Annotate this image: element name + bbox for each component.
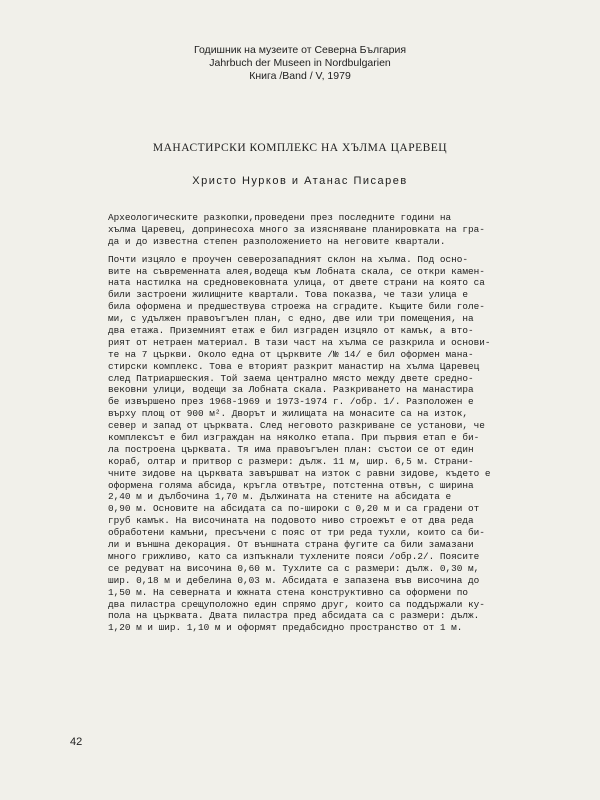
text-line: била оформена и предшествува строежа на сградите. Къщите били голе-	[108, 301, 485, 313]
text-line: Почти изцяло е проучен северозападният склон на хълма. Под осно-	[108, 253, 469, 265]
journal-title-bg: Годишник на музеите от Северна България	[193, 44, 407, 56]
text-line: бе извършено през 1968-1969 и 1973-1974 г. /обр. 1/. Разположен е	[108, 396, 474, 408]
text-line: кораб, олтар и притвор с размери: дълж. 11 м, шир. 6,5 м. Страни-	[108, 455, 474, 467]
article-title: МАНАСТИРСКИ КОМПЛЕКС НА ХЪЛМА ЦАРЕВЕЦ	[152, 142, 448, 154]
text-line: ната настилка на средновековната улица, от двете страни на която са	[108, 277, 485, 289]
text-line: да и до известна степен разположението на неговите квартали.	[108, 235, 446, 247]
text-line: били застроени жилищните квартали. Това показва, че тази улица е	[108, 289, 469, 301]
text-line: те на 7 църкви. Около една от църквите /№ 14/ е бил оформен мана-	[108, 348, 474, 360]
text-line: комплексът е бил изграждан на няколко етапа. При първия етап е би-	[108, 432, 480, 444]
text-line: шир. 0,18 м и дебелина 0,03 м. Абсидата е запазена във височина до	[108, 574, 480, 586]
text-line: 1,20 м и шир. 1,10 м и оформят предабсидно пространство от 1 м.	[108, 622, 463, 634]
text-line: вековни улици, водещи за Лобната скала. Разкриването на манастира	[108, 384, 474, 396]
paragraph	[108, 212, 508, 248]
text-line: рият от нетраен материал. В тази част на хълма се разкрила и основи-	[108, 336, 491, 348]
article-authors: Христо Нурков и Атанас Писарев	[192, 175, 408, 187]
text-line: обработени камъни, пресъчени с пояс от три реда тухли, които са би-	[108, 527, 485, 539]
text-line: два етажа. Приземният етаж е бил изграден изцяло от камък, а вто-	[108, 325, 474, 337]
text-line: вите на съвременната алея,водеща към Лобната скала, се откри камен-	[108, 265, 485, 277]
text-line: се редуват на височина 0,60 м. Тухлите са с размери: дълж. 0,30 м,	[108, 562, 480, 574]
text-line: пола на църквата. Двата пиластра пред абсидата са с размери: дълж.	[108, 610, 480, 622]
paragraph	[108, 254, 508, 635]
text-line: Археологическите разкопки,проведени през последните години на	[108, 212, 452, 223]
journal-volume: Книга /Band / V, 1979	[249, 70, 351, 82]
journal-title-de: Jahrbuch der Museen in Nordbulgarien	[209, 57, 391, 69]
text-line: стирски комплекс. Това е вторият разкрит манастир на хълма Царевец	[108, 360, 480, 372]
text-line: ми, с удължен правоъгълен план, с едно, две или три помещения, на	[108, 313, 474, 325]
text-line: груб камък. На височината на подовото ниво строежът е от два реда	[108, 515, 474, 527]
text-line: 1,50 м. На северната и южната стена конструктивно са оформени по	[108, 586, 469, 598]
page-number: 42	[70, 736, 83, 748]
text-line: север и запад от църквата. След неговото разкриване се установи, че	[108, 420, 485, 432]
text-line: оформена голяма абсида, кръгла отвътре, потстенна отвън, с ширина	[108, 479, 474, 491]
text-line: чните зидове на църквата завършват на изток с равни зидове, където е	[108, 467, 491, 479]
text-line: два пиластра срещуположно един спрямо друг, които са поддържали ку-	[108, 598, 485, 610]
text-line: хълма Царевец, допринесоха много за изясняване планировката на гра-	[108, 223, 485, 235]
text-line: върху площ от 900 м². Дворът и жилищата на монасите са на изток,	[108, 408, 469, 420]
text-line: ла построена църквата. Тя има правоъгълен план: състои се от един	[108, 443, 474, 455]
text-line: 0,90 м. Основите на абсидата са по-широки с 0,20 м и са градени от	[108, 503, 480, 515]
article-body	[108, 212, 508, 634]
text-line: 2,40 м и дълбочина 1,70 м. Дължината на стените на абсидата е	[108, 491, 452, 503]
text-line: след Патриаршеския. Той заема централно място между двете средно-	[108, 372, 474, 384]
text-line: много грижливо, като са изпъкнали тухлените пояси /обр.2/. Поясите	[108, 550, 480, 562]
journal-header	[0, 44, 600, 83]
text-line: ли и външна декорация. От външната страна фугите са били замазани	[108, 539, 474, 551]
